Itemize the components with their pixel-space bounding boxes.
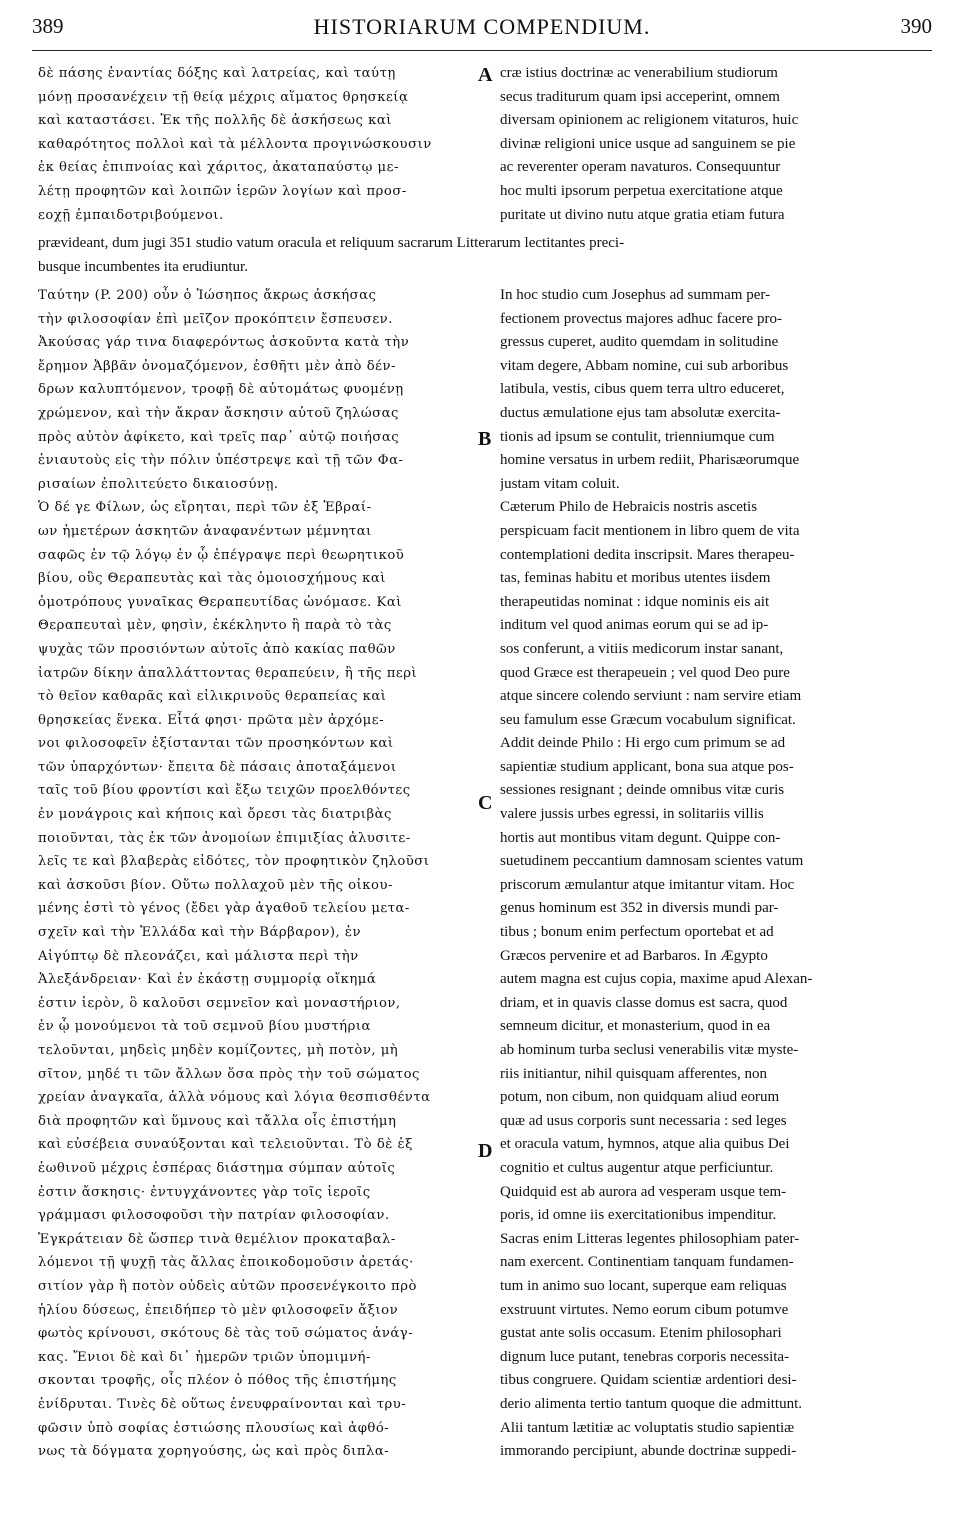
- margin-letter-c: C: [478, 792, 493, 814]
- text-line: Alii tantum lætitiæ ac voluptatis studio sapientiæ: [500, 1419, 795, 1436]
- text-line: busque incumbentes ita erudiuntur.: [38, 258, 248, 275]
- text-line: θρησκείας ἕνεκα. Εἶτά φησι· πρῶτα μὲν ἀρχόμε-: [38, 712, 385, 728]
- text-line: immorando percipiunt, abunde doctrinæ suppedi-: [500, 1443, 797, 1460]
- text-line: Addit deinde Philo : Hi ergo cum primum se ad: [500, 735, 786, 752]
- text-line: tibus ; bonum enim perfectum oportebat et ad: [500, 924, 774, 941]
- latin-column-top: [500, 62, 930, 227]
- latin-column-main: [500, 284, 930, 1464]
- text-line: ρισαίων ἐπολιτεύετο δικαιοσύνῃ.: [38, 476, 279, 492]
- page-number-left: 389: [32, 14, 64, 38]
- text-line: secus traditurum quam ipsi acceperint, omnem: [500, 88, 780, 105]
- text-line: derio alimenta tertio tantum quoque die admittunt.: [500, 1395, 803, 1412]
- text-line: ων ἡμετέρων ἀσκητῶν ἀναφανέντων μέμνηται: [38, 523, 372, 539]
- text-line: justam vitam coluit.: [500, 475, 620, 492]
- text-line: driam, et in quavis classe domus est sacra, quod: [500, 994, 788, 1011]
- text-line: καὶ εὐσέβεια συναύξονται καὶ τελειοῦνται. Τὸ δὲ ἐξ: [38, 1137, 413, 1153]
- text-line: ductus æmulatione ejus tam absolutæ exercita-: [500, 404, 781, 421]
- text-line: ἐν μονάγροις καὶ κήποις καὶ ὄρεσι τὰς διατριβὰς: [38, 807, 392, 823]
- text-line: ἑωθινοῦ μέχρις ἑσπέρας διάστημα σύμπαν αὐτοῖς: [38, 1160, 396, 1176]
- text-line: inditum vel quod animas eorum qui se ad ip-: [500, 617, 769, 634]
- text-line: Græcos pervenire et ad Barbaros. In Ægypto: [500, 947, 768, 964]
- text-line: χρώμενον, καὶ τὴν ἄκραν ἄσκησιν αὐτοῦ ζηλώσας: [38, 405, 399, 421]
- text-line: ἐνιαυτοὺς εἰς τὴν πόλιν ὑπέστρεψε καὶ τῇ τῶν Φα-: [38, 453, 404, 469]
- text-line: cræ istius doctrinæ ac venerabilium studiorum: [500, 65, 778, 81]
- text-line: fectionem provectus majores adhuc facere pro-: [500, 310, 782, 327]
- text-line: ποιοῦνται, τὰς ἐκ τῶν ἀνομοίων ἐπιμιξίας ἀλυσιτε-: [38, 830, 411, 846]
- text-line: ἐστιν ἱερὸν, ὃ καλοῦσι σεμνεῖον καὶ μοναστήριον,: [38, 995, 401, 1011]
- text-line: σῖτον, μηδέ τι τῶν ἄλλων ὅσα πρὸς τὴν τοῦ σώματος: [38, 1066, 420, 1082]
- text-line: ἐν ᾧ μονούμενοι τὰ τοῦ σεμνοῦ βίου μυστήρια: [38, 1019, 371, 1035]
- text-line: autem magna est cujus copia, maxime apud Alexan-: [500, 971, 813, 988]
- text-line: sessiones resignant ; deinde omnibus vitæ curis: [500, 782, 785, 799]
- margin-letter-b: B: [478, 428, 492, 450]
- text-line: quæ ad usus corporis sunt necessaria : sed leges: [500, 1112, 787, 1129]
- text-line: homine versatus in urbem rediit, Pharisæorumque: [500, 452, 800, 469]
- text-line: ἐκ θείας ἐπιπνοίας καὶ χάριτος, ἀκαταπαύστῳ με-: [38, 160, 399, 176]
- margin-letter-a: A: [478, 64, 493, 86]
- greek-column-main: [38, 284, 483, 1464]
- text-line: σχεῖν καὶ τὴν Ἑλλάδα καὶ τὴν Βάρβαρον), ἐν: [38, 925, 361, 941]
- margin-letter-d: D: [478, 1140, 493, 1162]
- text-line: καὶ ἀσκοῦσι βίον. Οὕτω πολλαχοῦ μὲν τῆς οἰκου-: [38, 877, 393, 893]
- text-line: λόμενοι τῇ ψυχῇ τὰς ἄλλας ἐποικοδομοῦσιν ἀρετάς·: [38, 1255, 414, 1271]
- text-line: ἡλίου δύσεως, ἐπειδήπερ τὸ μὲν φιλοσοφεῖν ἄξιον: [38, 1302, 399, 1318]
- text-line: σιτίον γὰρ ἢ ποτὸν οὐδεὶς αὐτῶν προσενέγκοιτο πρὸ: [38, 1278, 417, 1294]
- text-line: tibus congruere. Quidam scientiæ ardentiori desi-: [500, 1372, 797, 1389]
- text-line: tionis ad ipsum se contulit, trienniumque cum: [500, 428, 775, 445]
- text-line: semneum dicitur, et monasterium, quod in ea: [500, 1018, 771, 1035]
- text-line: In hoc studio cum Josephus ad summam per-: [500, 287, 771, 303]
- text-line: ὁμοτρόπους γυναῖκας Θεραπευτίδας ὠνόμασε. Καὶ: [38, 594, 402, 610]
- greek-column-top: [38, 62, 483, 227]
- running-title: HISTORIARUM COMPENDIUM.: [313, 14, 651, 39]
- text-line: ἔρημον Ἀββᾶν ὀνομαζόμενον, ἐσθῆτι μὲν ἀπὸ δέν-: [38, 358, 396, 374]
- text-line: δρων καλυπτόμενον, τροφῇ δὲ αὐτομάτως φυομένῃ: [38, 382, 404, 398]
- text-line: μένης ἐστὶ τὸ γένος (ἔδει γὰρ ἀγαθοῦ τελείου μετα-: [38, 901, 410, 917]
- text-line: ἰατρῶν δίκην ἀπαλλάττοντας θεραπεύειν, ἢ τῆς περὶ: [38, 665, 418, 681]
- text-line: τελοῦνται, μηδεὶς μηδὲν κομίζοντες, μὴ ποτὸν, μὴ: [38, 1043, 399, 1058]
- text-line: Ἀκούσας γάρ τινα διαφερόντως ἀσκοῦντα κατὰ τὴν: [38, 335, 410, 351]
- text-line: σαφῶς ἐν τῷ λόγῳ ἐν ᾧ ἐπέγραψε περὶ θεωρητικοῦ: [38, 547, 405, 563]
- text-line: Ὁ δέ γε Φίλων, ὡς εἴρηται, περὶ τῶν ἐξ Ἑβραί-: [38, 500, 372, 516]
- text-line: φῶσιν ὑπὸ σοφίας ἑστιώσης πλουσίως καὶ ἀφθό-: [38, 1420, 390, 1436]
- text-line: καθαρότητος πολλοὶ καὶ τὰ μέλλοντα προγινώσκουσιν: [38, 136, 432, 152]
- text-line: dignum luce putant, tenebras corporis necessita-: [500, 1348, 790, 1365]
- text-line: divinæ religioni unice usque ad sanguinem se pie: [500, 135, 796, 152]
- text-line: hortis aut montibus vitam degunt. Quippe con-: [500, 829, 781, 846]
- text-line: λεῖς τε καὶ βλαβερὰς εἰδότες, τὸν προφητικὸν ζηλοῦσι: [38, 854, 430, 870]
- text-line: et oracula vatum, hymnos, atque alia quibus Dei: [500, 1136, 790, 1153]
- text-line: priscorum æmulantur atque imitantur vitam. Hoc: [500, 876, 795, 893]
- text-line: πρὸς αὐτὸν ἀφίκετο, καὶ τρεῖς παρ᾽ αὐτῷ ποιήσας: [38, 429, 400, 445]
- text-line: εοχῇ ἐμπαιδοτριβούμενοι.: [38, 207, 224, 223]
- text-line: genus hominum est 352 in diversis mundi par-: [500, 900, 779, 917]
- text-line: φωτὸς κρίνουσι, σκότους δὲ τὰς τοῦ σώματος ἀνάγ-: [38, 1326, 414, 1342]
- text-line: sapientiæ studium applicant, bona sua atque pos-: [500, 758, 794, 775]
- text-line: contemplationi dedita inscripsit. Mares therapeu-: [500, 546, 795, 563]
- text-line: βίου, οὓς Θεραπευτὰς καὶ τὰς ὁμοιοσχήμους καὶ: [38, 571, 386, 587]
- text-line: tum in animo suo locant, superque eam reliquas: [500, 1277, 787, 1294]
- text-line: perspicuam facit mentionem in libro quem de vita: [500, 522, 800, 539]
- text-line: vitam degere, Abbam nomine, cui sub arboribus: [500, 357, 789, 374]
- text-line: δὲ πάσης ἐναντίας δόξης καὶ λατρείας, καὶ ταύτῃ: [38, 66, 396, 81]
- text-line: τῶν ὑπαρχόντων· ἔπειτα δὲ πάσαις ἀποταξάμενοι: [38, 759, 397, 775]
- text-line: gustat ante solis occasum. Etenim philosophari: [500, 1325, 782, 1342]
- text-line: prævideant, dum jugi 351 studio vatum oracula et reliquum sacrarum Litterarum lectitantes preci-: [38, 235, 625, 251]
- text-line: sos conferunt, a vitiis medicorum instar sanant,: [500, 640, 784, 657]
- text-line: χρείαν ἀναγκαῖα, ἀλλὰ νόμους καὶ λόγια θεσπισθέντα: [38, 1090, 431, 1106]
- text-line: ψυχὰς τῶν προσιόντων αὐτοῖς ἀπὸ κακίας παθῶν: [38, 641, 396, 657]
- text-line: Cæterum Philo de Hebraicis nostris ascetis: [500, 499, 758, 516]
- text-line: γράμμασι φιλοσοφοῦσι τὴν πατρίαν φιλοσοφίαν.: [38, 1208, 390, 1224]
- text-line: Ταύτην (P. 200) οὖν ὁ Ἰώσηπος ἄκρως ἀσκήσας: [38, 288, 377, 303]
- text-line: μόνῃ προσανέχειν τῇ θείᾳ μέχρις αἵματος θρησκείᾳ: [38, 89, 409, 105]
- text-line: σκονται τροφῆς, οἷς πλέον ὁ πόθος τῆς ἐπιστήμης: [38, 1373, 397, 1389]
- text-line: diversam opinionem ac religionem vitaturos, huic: [500, 112, 799, 129]
- text-line: λέτῃ προφητῶν καὶ λοιπῶν ἱερῶν λογίων καὶ προσ-: [38, 183, 407, 199]
- text-line: riis initiantur, nihil quisquam afferentes, non: [500, 1065, 767, 1082]
- text-line: καὶ καταστάσει. Ἐκ τῆς πολλῆς δὲ ἀσκήσεως καὶ: [38, 113, 392, 129]
- text-line: suetudinem peccantium damnosam scientes vatum: [500, 853, 804, 870]
- text-line: cognitio et cultus augentur atque perficiuntur.: [500, 1159, 774, 1176]
- text-line: ἐνίδρυται. Τινὲς δὲ οὕτως ἐνευφραίνονται καὶ τρυ-: [38, 1396, 407, 1412]
- text-line: Sacras enim Litteras legentes philosophiam pater-: [500, 1230, 800, 1247]
- text-line: ταῖς τοῦ βίου φροντίσι καὶ ἔξω τειχῶν προελθόντες: [38, 783, 411, 799]
- text-line: poris, id omne iis exercitationibus impenditur.: [500, 1207, 777, 1224]
- text-line: gressus cuperet, audito quemdam in solitudine: [500, 334, 779, 351]
- text-line: nam exercent. Continentiam tanquam fundamen-: [500, 1254, 794, 1271]
- text-line: Θεραπευταὶ μὲν, φησὶν, ἐκέκληντο ἢ παρὰ τὸ τὰς: [38, 618, 392, 634]
- text-line: Αἰγύπτῳ δὲ πλεονάζει, καὶ μάλιστα περὶ τὴν: [38, 948, 359, 964]
- text-line: Ἐγκράτειαν δὲ ὥσπερ τινὰ θεμέλιον προκαταβαλ-: [38, 1231, 396, 1247]
- page-header: [32, 6, 932, 42]
- full-width-text: [38, 232, 930, 279]
- text-line: hoc multi ipsorum perpetua exercitatione atque: [500, 182, 783, 199]
- text-line: therapeutidas nominat : idque nominis eis ait: [500, 593, 770, 610]
- text-line: κας. Ἔνιοι δὲ καὶ δι᾽ ἡμερῶν τριῶν ὑπομιμνή-: [38, 1349, 371, 1365]
- text-line: latibula, vestis, cibus quem terra ultro educeret,: [500, 381, 785, 398]
- text-line: seu famulum esse Græcum vocabulum significat.: [500, 711, 796, 728]
- text-line: Quidquid est ab aurora ad vesperam usque tem-: [500, 1183, 787, 1200]
- text-line: ab hominum turba seclusi venerabilis vitæ myste-: [500, 1042, 799, 1058]
- text-line: τὴν φιλοσοφίαν ἐπὶ μεῖζον προκόπτειν ἔσπευσεν.: [38, 311, 393, 327]
- text-line: valere jussis urbes egressi, in solitariis villis: [500, 806, 764, 823]
- text-line: ac reverenter operam navaturos. Consequuntur: [500, 159, 781, 176]
- text-line: διὰ προφητῶν καὶ ὕμνους καὶ τἄλλα οἷς ἐπιστήμη: [38, 1113, 397, 1129]
- text-line: exstruunt virtutes. Nemo eorum cibum potumve: [500, 1301, 789, 1318]
- text-line: Ἀλεξάνδρειαν· Καὶ ἐν ἑκάστῃ συμμορίᾳ οἴκημά: [38, 972, 377, 988]
- text-line: ἐστιν ἄσκησις· ἐντυγχάνοντες γὰρ τοῖς ἱεροῖς: [38, 1184, 371, 1200]
- text-line: tas, feminas habitu et moribus utentes iisdem: [500, 570, 771, 587]
- text-line: puritate ut divino nutu atque gratia etiam futura: [500, 206, 785, 223]
- text-line: quod Græce est therapeuein ; vel quod Deo pure: [500, 664, 790, 681]
- text-line: νως τὰ δόγματα χορηγούσης, ὡς καὶ πρὸς διπλα-: [38, 1444, 390, 1460]
- text-line: τὸ θεῖον καθαρᾶς καὶ εἰλικρινοῦς θεραπείας καὶ: [38, 689, 387, 705]
- text-line: atque sincere colendo serviunt : nam servire etiam: [500, 688, 802, 705]
- text-line: potum, non cibum, non quidquam aliud eorum: [500, 1089, 780, 1106]
- page-number-right: 390: [900, 14, 932, 38]
- text-line: νοι φιλοσοφεῖν ἐξίστανται τῶν προσηκόντων καὶ: [38, 736, 394, 752]
- header-rule: [32, 50, 932, 51]
